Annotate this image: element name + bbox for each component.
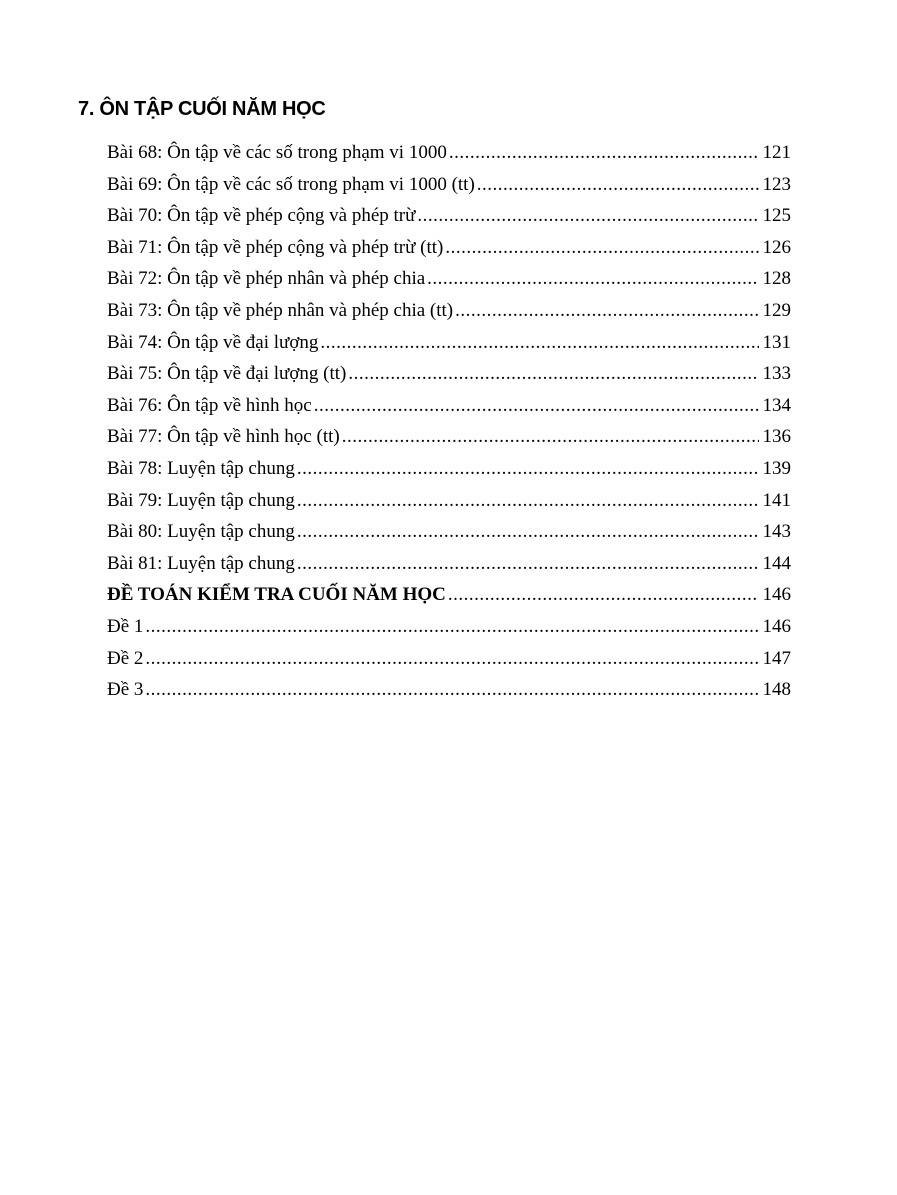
- toc-entry-title: Bài 68: Ôn tập về các số trong phạm vi 1000: [107, 142, 447, 163]
- toc-entry: [107, 390, 791, 422]
- toc-entry-title: Bài 73: Ôn tập về phép nhân và phép chia (tt): [107, 299, 454, 321]
- toc-entry-title: Bài 74: Ôn tập về đại lượng: [107, 331, 319, 353]
- dot-leader: [449, 137, 759, 169]
- dot-leader: [145, 674, 758, 706]
- toc-entry-page-number: 134: [762, 394, 791, 416]
- dot-leader: [297, 548, 759, 580]
- toc-entry-title: Bài 79: Luyện tập chung: [107, 489, 295, 511]
- toc-section-entry: [107, 579, 791, 611]
- toc-entry-title: Đề 3: [107, 679, 144, 701]
- toc-entry-title: Bài 72: Ôn tập về phép nhân và phép chia: [107, 268, 426, 290]
- toc-entry-page-number: 146: [762, 615, 791, 637]
- toc-entry-page-number: 136: [762, 426, 791, 448]
- toc-entry-page-number: 125: [762, 205, 791, 227]
- toc-entry-page-number: 143: [762, 521, 791, 543]
- toc-entry-page-number: 123: [762, 173, 791, 195]
- toc-entry: [107, 137, 791, 169]
- toc-entry: [107, 643, 791, 675]
- toc-entry: [107, 327, 791, 359]
- toc-entry: [107, 358, 791, 390]
- toc-entry-page-number: 148: [762, 679, 791, 701]
- toc-entry-title: Bài 69: Ôn tập về các số trong phạm vi 1000 (tt): [107, 173, 475, 195]
- toc-entry-page-number: 121: [762, 142, 791, 163]
- dot-leader: [145, 643, 758, 675]
- dot-leader: [297, 516, 759, 548]
- toc-entry-title: ĐỀ TOÁN KIỂM TRA CUỐI NĂM HỌC: [107, 584, 446, 606]
- toc-entry: [107, 421, 791, 453]
- toc-entry-title: Bài 70: Ôn tập về phép cộng và phép trừ: [107, 205, 416, 227]
- toc-entry-page-number: 133: [762, 363, 791, 385]
- toc-entry-title: Bài 76: Ôn tập về hình học: [107, 394, 312, 416]
- section-heading: 7. ÔN TẬP CUỐI NĂM HỌC: [78, 98, 326, 120]
- toc-entry-page-number: 144: [762, 552, 791, 574]
- toc-entry: [107, 516, 791, 548]
- dot-leader: [145, 611, 758, 643]
- toc-entry-title: Bài 81: Luyện tập chung: [107, 552, 295, 574]
- toc-entry: [107, 232, 791, 264]
- toc-entry-page-number: 146: [762, 584, 791, 606]
- toc-entry: [107, 674, 791, 706]
- toc-entry-title: Bài 75: Ôn tập về đại lượng (tt): [107, 363, 347, 385]
- toc-entry-page-number: 139: [762, 457, 791, 479]
- dot-leader: [314, 390, 759, 422]
- dot-leader: [348, 358, 758, 390]
- dot-leader: [342, 421, 759, 453]
- dot-leader: [445, 232, 758, 264]
- toc-entry-title: Đề 2: [107, 647, 144, 669]
- toc-entry: [107, 611, 791, 643]
- toc-entry-page-number: 131: [762, 331, 791, 353]
- table-of-contents: [107, 137, 791, 706]
- dot-leader: [297, 453, 759, 485]
- toc-entry-page-number: 147: [762, 647, 791, 669]
- dot-leader: [455, 295, 758, 327]
- toc-entry-title: Đề 1: [107, 615, 144, 637]
- dot-leader: [320, 327, 758, 359]
- dot-leader: [448, 579, 759, 611]
- dot-leader: [417, 200, 758, 232]
- dot-leader: [427, 263, 758, 295]
- toc-entry-title: Bài 77: Ôn tập về hình học (tt): [107, 426, 340, 448]
- toc-entry: [107, 453, 791, 485]
- toc-entry: [107, 295, 791, 327]
- toc-entry: [107, 485, 791, 517]
- toc-entry-page-number: 126: [762, 236, 791, 258]
- dot-leader: [477, 169, 759, 201]
- toc-entry-title: Bài 71: Ôn tập về phép cộng và phép trừ (tt): [107, 236, 444, 258]
- dot-leader: [297, 485, 759, 517]
- toc-entry-page-number: 129: [762, 299, 791, 321]
- toc-entry-page-number: 128: [762, 268, 791, 290]
- toc-entry-title: Bài 78: Luyện tập chung: [107, 457, 295, 479]
- toc-entry-title: Bài 80: Luyện tập chung: [107, 521, 295, 543]
- toc-entry: [107, 548, 791, 580]
- toc-entry: [107, 169, 791, 201]
- toc-entry: [107, 263, 791, 295]
- toc-entry: [107, 200, 791, 232]
- toc-entry-page-number: 141: [762, 489, 791, 511]
